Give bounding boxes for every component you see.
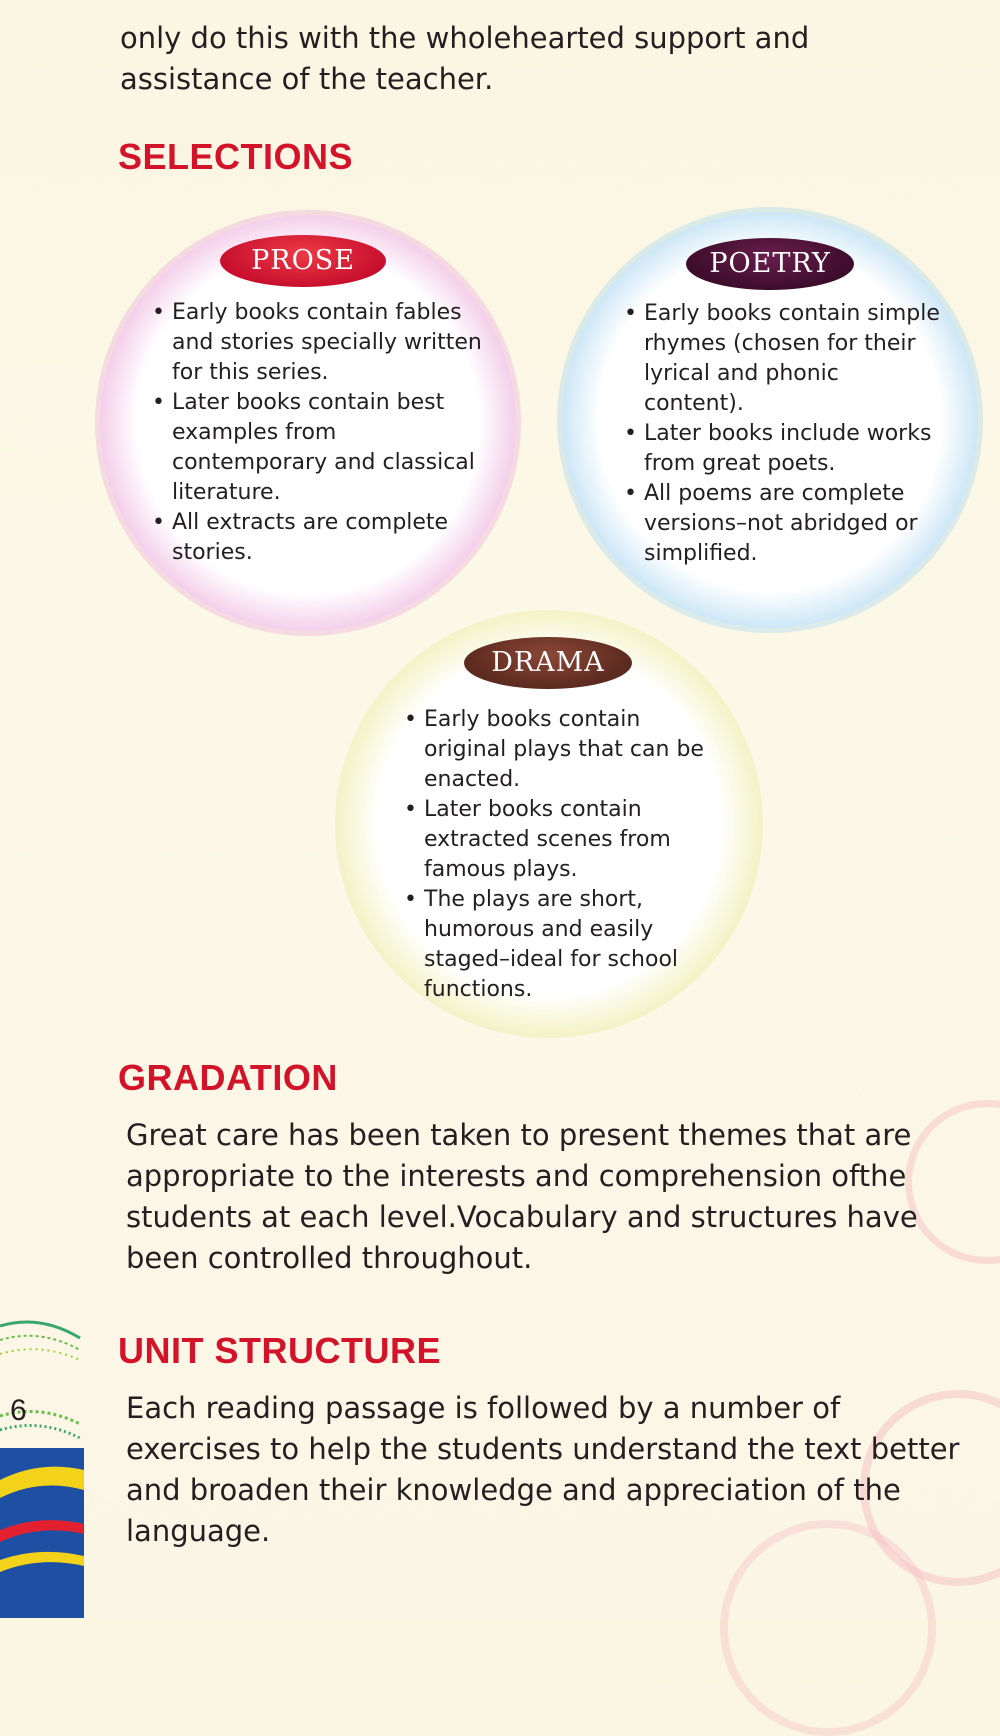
page-number: 6	[10, 1394, 27, 1427]
intro-text: only do this with the wholehearted support and assistance of the teacher.	[120, 21, 810, 96]
poetry-list	[624, 299, 942, 569]
gradation-body: Great care has been taken to present themes that are appropriate to the interests and comprehension ofthe students at each level.Vocabulary and structures have been controlled throughout.	[126, 1118, 918, 1275]
poetry-label: POETRY	[686, 238, 854, 290]
list-item: • Early books contain original plays that can be enacted.	[404, 705, 724, 795]
list-item: • Early books contain fables and stories specially written for this series.	[152, 298, 492, 388]
prose-list	[152, 298, 492, 568]
prose-label: PROSE	[220, 235, 386, 287]
list-item: • All poems are complete versions–not abridged or simplified.	[624, 479, 942, 569]
selections-heading: SELECTIONS	[118, 136, 354, 177]
unit-structure-body: Each reading passage is followed by a number of exercises to help the students understand the text better and broaden their knowledge and appreciation of the language.	[126, 1391, 960, 1548]
gradation-heading: GRADATION	[118, 1057, 338, 1098]
edge-decoration	[0, 1320, 84, 1618]
unit-structure-heading: UNIT STRUCTURE	[118, 1330, 441, 1371]
list-item: • Early books contain simple rhymes (chosen for their lyrical and phonic content).	[624, 299, 942, 419]
list-item: • Later books include works from great poets.	[624, 419, 942, 479]
list-item: • The plays are short, humorous and easily staged–ideal for school functions.	[404, 885, 724, 1005]
drama-list	[404, 705, 724, 1005]
decorative-ring	[720, 1520, 936, 1736]
list-item: • All extracts are complete stories.	[152, 508, 492, 568]
list-item: • Later books contain extracted scenes from famous plays.	[404, 795, 724, 885]
drama-label: DRAMA	[464, 637, 632, 689]
list-item: • Later books contain best examples from contemporary and classical literature.	[152, 388, 492, 508]
